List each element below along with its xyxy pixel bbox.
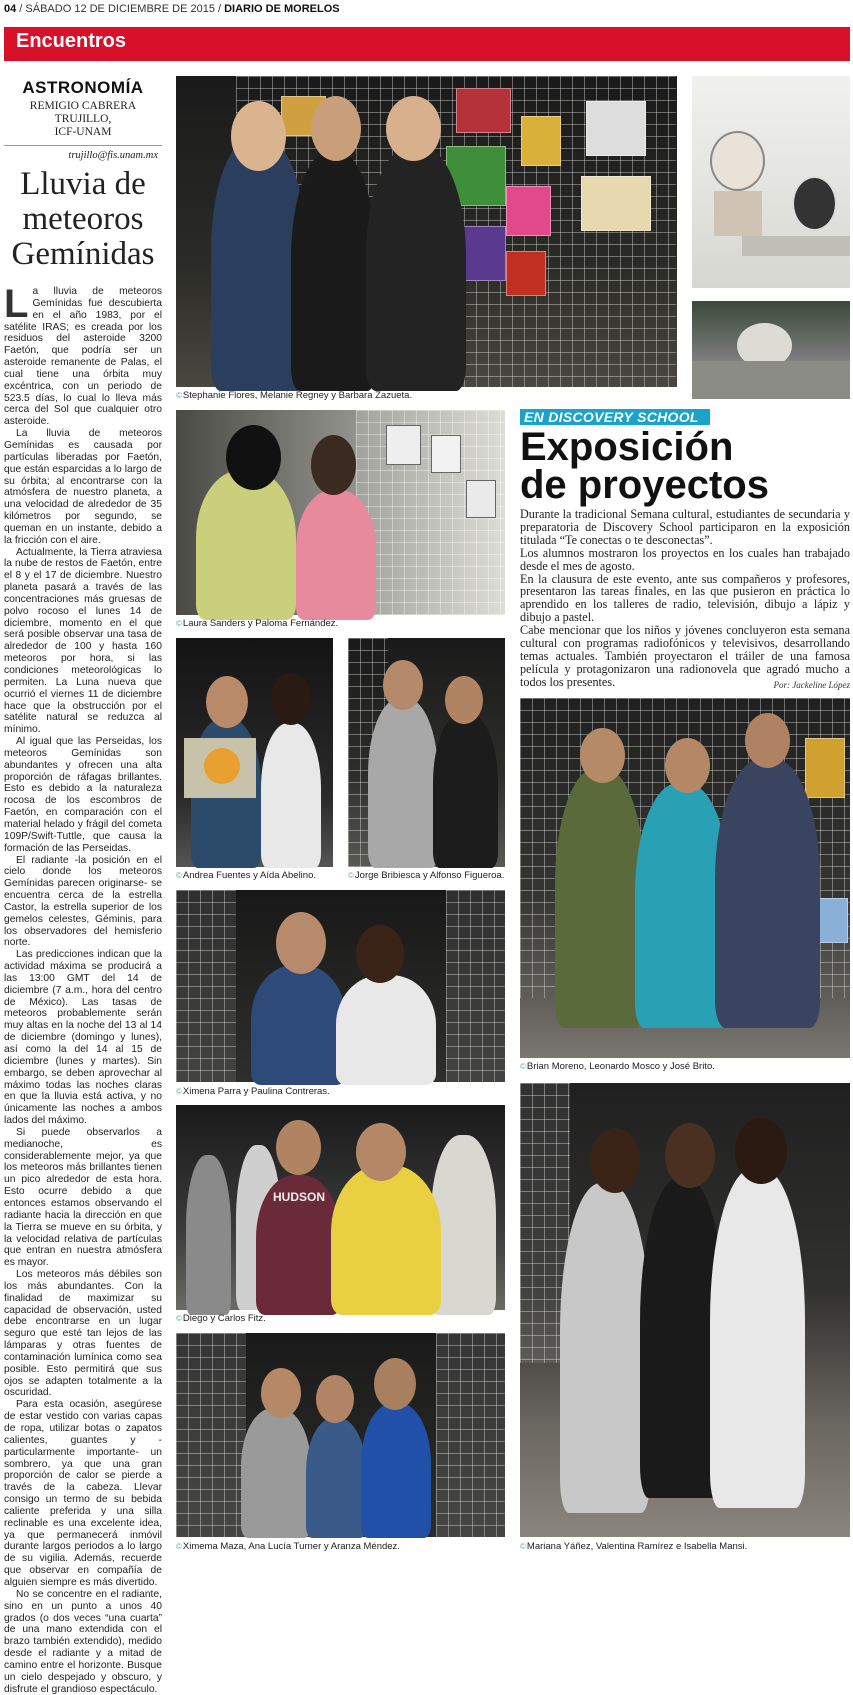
newspaper-name: DIARIO DE MORELOS bbox=[224, 3, 340, 15]
paragraph: Los alumnos mostraron los proyectos en los cuales han trabajado desde el mes de agosto. bbox=[520, 545, 850, 573]
paragraph: Los meteoros más débiles son los más abundantes. Con la finalidad de maximizar su capacidad de observación, usted debe encontrarse en un lugar seguro que esté tan lejos de las lámparas y otras fuentes de contaminación lumínica como sea posible. Esto permitirá que sus ojos se adapten totalmente a la oscuridad. bbox=[4, 1269, 162, 1399]
paragraph: Si puede observarlos a medianoche, es considerablemente mejor, ya que los meteoros más brillantes tienen un pico alrededor de esta hora. Esto ocurre debido a que entonces estamos observando el radiante hacia la dirección en que la Tierra se mueve en su órbita, y la velocidad relativa de partículas que entran en nuestra atmósfera es mayor. bbox=[4, 1126, 162, 1269]
divider bbox=[4, 145, 162, 146]
paragraph: La lluvia de meteoros Gemínidas es causada por partículas liberadas por Faetón, que están esparcidas a lo largo de su órbita; al encontrarse con la atmósfera de nuestro planeta, a una velocidad de alrededor de 35 kilómetros por segundo, se queman en un instante, debido a la fricción con el aire. bbox=[4, 428, 162, 546]
photo-caption: ©Diego y Carlos Fitz. bbox=[176, 1313, 266, 1324]
photo-caption: ©Andrea Fuentes y Aída Abelino. bbox=[176, 870, 316, 881]
paragraph: El radiante -la posición en el cielo donde los meteoros Gemínidas parecen originarse- se encuentra cerca de la estrella Castor, la estrella superior de los gemelos celestes, Géminis, para los observadores del hemisferio norte. bbox=[4, 854, 162, 949]
photo-mask-display bbox=[692, 301, 850, 399]
author-affiliation: ICF-UNAM bbox=[54, 126, 112, 138]
author-email[interactable]: trujillo@fis.unam.mx bbox=[68, 150, 158, 161]
photo-caption: ©Laura Sanders y Paloma Fernández. bbox=[176, 618, 339, 629]
paragraph: Cabe mencionar que los niños y jóvenes concluyeron esta semana cultural con programas radiofónicos y televisivos, desarrollando temas actuales. También proyectaron el tráiler de una famosa película y protagonizaron una radionovela que agradó mucho a todos los presentes. bbox=[520, 623, 850, 689]
paragraph: Las predicciones indican que la actividad máxima se producirá a las 13:00 GMT del 14 de diciembre (7 a.m., hora del centro de México). Las tasas de meteoros probablemente serán muy altas en la noche del 13 al 14 de diciembre (domingo y lunes), así como la del 14 al 15 de diciembre (lunes y martes). Sin embargo, se deben aprovechar al máximo todas las noches claras en que la lluvia está activa, y no únicamente las noches a ambos lados del máximo. bbox=[4, 949, 162, 1127]
issue-date: SÁBADO 12 DE DICIEMBRE DE 2015 bbox=[25, 3, 215, 15]
astronomy-column bbox=[4, 78, 162, 1695]
photo-caption: ©Jorge Bribiesca y Alfonso Figueroa. bbox=[348, 870, 505, 881]
article-kicker: EN DISCOVERY SCHOOL bbox=[520, 409, 710, 425]
article-body bbox=[520, 508, 850, 689]
photo-mariana-valentina-isabella bbox=[520, 1083, 850, 1537]
photo-jorge-alfonso bbox=[348, 638, 505, 867]
section-bar bbox=[4, 27, 850, 61]
photo-caption: ©Ximena Parra y Paulina Contreras. bbox=[176, 1086, 330, 1097]
photo-caption: ©Ximema Maza, Ana Lucía Turner y Aranza Méndez. bbox=[176, 1541, 400, 1552]
photo-caption: ©Stephanie Flores, Melanie Regney y Barbara Zazueta. bbox=[176, 390, 413, 401]
page-header-line: 04 / SÁBADO 12 DE DICIEMBRE DE 2015 / DIARIO DE MORELOS bbox=[4, 3, 340, 15]
article-title: Exposición de proyectos bbox=[520, 425, 769, 507]
section-title: Encuentros bbox=[16, 30, 127, 52]
photo-ximena-paulina bbox=[176, 890, 505, 1082]
page-number: 04 bbox=[4, 3, 17, 15]
photo-laura-paloma bbox=[176, 410, 505, 615]
shirt-print: HUDSON bbox=[273, 1190, 326, 1204]
photo-masks bbox=[692, 76, 850, 288]
paragraph: Al igual que las Perseidas, los meteoros Gemínidas son abundantes y ofrecen una alta proporción de ráfagas brillantes. Esto es debido a la naturaleza rocosa de los escombros de Faetón, en comparación con el material helado y frágil del cometa 109P/Swift-Tuttle, que causa la formación de las Perseidas. bbox=[4, 736, 162, 854]
photo-andrea-aida bbox=[176, 638, 333, 867]
paragraph: Actualmente, la Tierra atraviesa la nube de restos de Faetón, entre el 8 y el 17 de diciembre. Nuestro planeta pasará a través de las concentraciones más gruesas de polvo rocoso el lunes 14 de diciembre, momento en el que será posible observar una tasa de alrededor de 100 y hasta 160 meteoros por hora, si las condiciones meteorológicas lo permiten. La Luna nueva que ocurrió el viernes 11 de diciembre hace que la obstrucción por el satélite natural se reduzca al mínimo. bbox=[4, 546, 162, 736]
photo-art-exhibit bbox=[176, 76, 677, 387]
paragraph: Durante la tradicional Semana cultural, estudiantes de secundaria y preparatoria de Discovery School participaron en la exposición titulada “Te conectas o te desconectas”. bbox=[520, 507, 850, 547]
drop-cap: L bbox=[4, 282, 29, 326]
paragraph: En la clausura de este evento, ante sus compañeros y profesores, presentaron las tareas finales, en las que pusieron en práctica lo aprendido en los talleres de radio, televisión, dibujo a lápiz y dibujo a pastel. bbox=[520, 571, 850, 625]
photo-ximema-ana-aranza bbox=[176, 1333, 505, 1537]
paragraph: Para esta ocasión, asegúrese de estar vestido con varias capas de ropa, utilizar botas o zapatos calientes, guantes y -particularmente importante- un sombrero, ya que una gran proporción de calor se pierde a través de la cabeza. Llevar consigo un termo de su bebida caliente preferida y una silla reclinable es una excelente idea, ya que permanecerá inmóvil durante largos periodos a lo largo de su vigilia. Además, recuerde que observar en compañía de alguien siempre es más divertido. bbox=[4, 1399, 162, 1588]
paragraph: La lluvia de meteoros Gemínidas fue descubierta en el año 1983, por el satélite IRAS; es creada por los residuos del asteroide 3200 Faetón, que podría ser un asteroide remanente de Palas, el cual tiene una órbita muy excéntrica, con un periodo de 523.5 días, lo cual lo lleva más cerca del Sol que cualquier otro asteroide. bbox=[4, 282, 162, 428]
column-body bbox=[4, 282, 162, 1695]
photo-diego-carlos bbox=[176, 1105, 505, 1310]
column-title: Lluvia de meteoros Gemínidas bbox=[11, 166, 155, 272]
paragraph: No se concentre en el radiante, sino en un punto a unos 40 grados (o dos veces “una cuarta” de una mano extendida con el brazo también extendido), medido desde el radiante y a mitad de camino entre el horizonte. Busque un cielo despejado y obscuro, y disfrute el grandioso espectáculo. bbox=[4, 1588, 162, 1695]
author-name: REMIGIO CABRERA TRUJILLO, bbox=[29, 100, 137, 125]
photo-brian-leonardo-jose bbox=[520, 698, 850, 1058]
photo-caption: ©Brian Moreno, Leonardo Mosco y José Brito. bbox=[520, 1061, 715, 1072]
photo-caption: ©Mariana Yáñez, Valentina Ramírez e Isabella Mansi. bbox=[520, 1541, 748, 1552]
article-byline: Por: Jackeline López bbox=[773, 680, 850, 690]
column-kicker: ASTRONOMÍA bbox=[22, 78, 144, 97]
column-author bbox=[4, 100, 162, 139]
